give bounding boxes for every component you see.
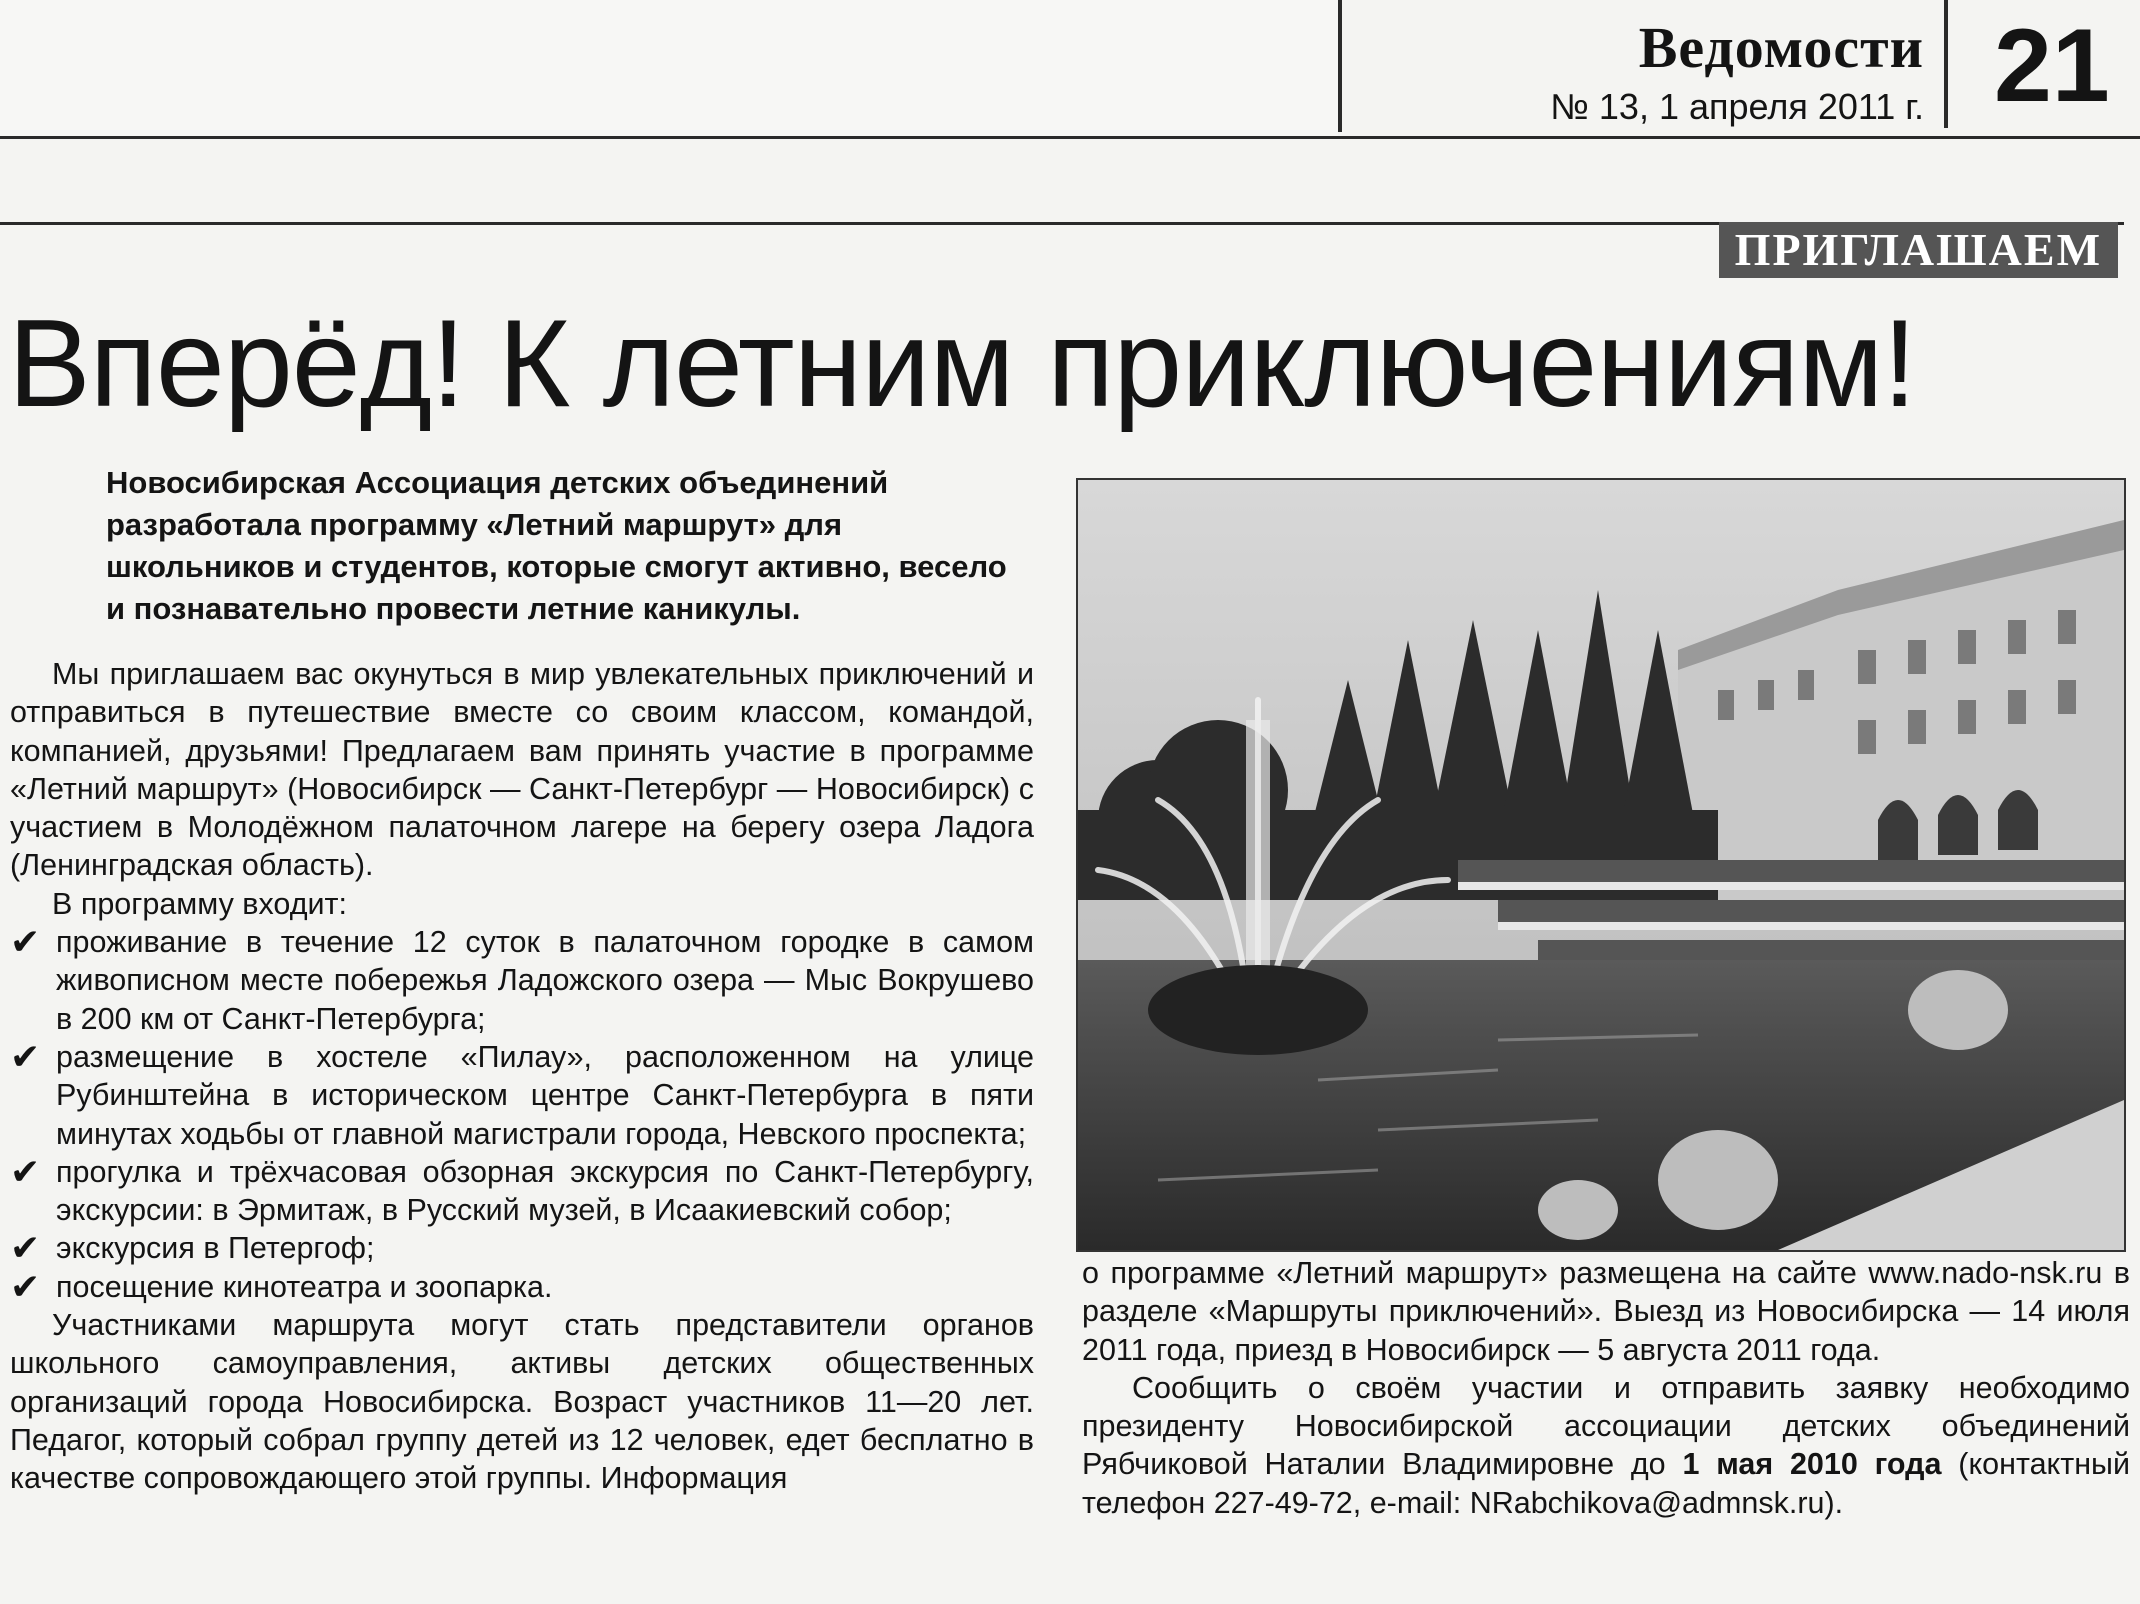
masthead-blank-area xyxy=(0,0,1338,136)
list-item-text: размещение в хостеле «Пилау», расположенном на улице Рубинштейна в историческом центре Санкт-Петербурга в пяти минутах ходьбы от главной магистрали города, Невского проспекта; xyxy=(56,1039,1034,1151)
right-column xyxy=(1082,1254,2130,1522)
list-item xyxy=(10,923,1034,1038)
masthead-bottom-rule xyxy=(0,136,2140,139)
contact-text-after: (контактный телефон 227-49-72, e-mail: NRabchikova@admnsk.ru). xyxy=(1082,1447,2130,1520)
contact-text-before: Сообщить о своём участии и отправить заявку необходимо президенту Новосибирской ассоциации детских объединений Рябчиковой Наталии Владимировне до xyxy=(1082,1370,2130,1482)
list-item xyxy=(10,1035,1034,1153)
left-column xyxy=(10,655,1034,1498)
checkmark-icon: ✔ xyxy=(10,1150,41,1192)
checkmark-icon: ✔ xyxy=(10,921,41,963)
article-photo xyxy=(1076,478,2126,1252)
list-item-text: проживание в течение 12 суток в палаточном городке в самом живописном месте побережья Ладожского озера — Мыс Вокрушево в 200 км от Санкт-Петербурга; xyxy=(56,925,1034,1036)
article-lead: Новосибирская Ассоциация детских объединений разработала программу «Летний маршрут» для школьников и студентов, которые смогут активно, весело и познавательно провести летние каникулы. xyxy=(106,465,1007,626)
article-headline: Вперёд! К летним приключениям! xyxy=(8,295,1916,433)
list-item-text: прогулка и трёхчасовая обзорная экскурсия по Санкт-Петербургу, экскурсии: в Эрмитаж, в Русский музей, в Исаакиевский собор; xyxy=(56,1154,1034,1228)
intro-paragraph: Мы приглашаем вас окунуться в мир увлекательных приключений и отправиться в путешествие вместе со своим классом, командой, компанией, друзьями! Предлагаем вам принять участие в программе «Летний маршрут» (Новосибирск — Санкт-Петербург — Новосибирск) с участием в Молодёжном палаточном лагере на берегу озера Ладога (Ленинградская область). xyxy=(10,657,1034,883)
page-number: 21 xyxy=(1994,8,2110,124)
contact-deadline: 1 мая 2010 года xyxy=(1682,1447,1942,1482)
participants-paragraph: Участниками маршрута могут стать представители органов школьного самоуправления, активы детских общественных организаций города Новосибирска. Возраст участников 11—20 лет. Педагог, который собрал группу детей из 12 человек, едет бесплатно в качестве сопровождающего этой группы. Информация xyxy=(10,1308,1034,1496)
contact-paragraph xyxy=(1082,1369,2130,1522)
program-list xyxy=(10,923,1034,1306)
newspaper-title: Ведомости xyxy=(1638,15,1924,80)
rubric-label: ПРИГЛАШАЕМ xyxy=(1719,222,2118,278)
checkmark-icon: ✔ xyxy=(10,1227,41,1269)
list-item xyxy=(10,1265,1034,1307)
issue-date: № 13, 1 апреля 2011 г. xyxy=(1550,86,1924,127)
masthead-vertical-rule xyxy=(1338,0,1342,132)
fountain-photo-illustration xyxy=(1078,480,2124,1250)
list-item-text: посещение кинотеатра и зоопарка. xyxy=(56,1269,553,1304)
checkmark-icon: ✔ xyxy=(10,1265,41,1307)
continuation-paragraph: о программе «Летний маршрут» размещена на сайте www.nado-nsk.ru в разделе «Маршруты приключений». Выезд из Новосибирска — 14 июля 2011 года, приезд в Новосибирск — 5 августа 2011 года. xyxy=(1082,1256,2130,1367)
list-item xyxy=(10,1150,1034,1230)
checkmark-icon: ✔ xyxy=(10,1035,41,1077)
list-item-text: экскурсия в Петергоф; xyxy=(56,1231,375,1266)
page-number-vertical-rule xyxy=(1944,0,1948,128)
program-label: В программу входит: xyxy=(52,886,347,921)
list-item xyxy=(10,1229,1034,1267)
